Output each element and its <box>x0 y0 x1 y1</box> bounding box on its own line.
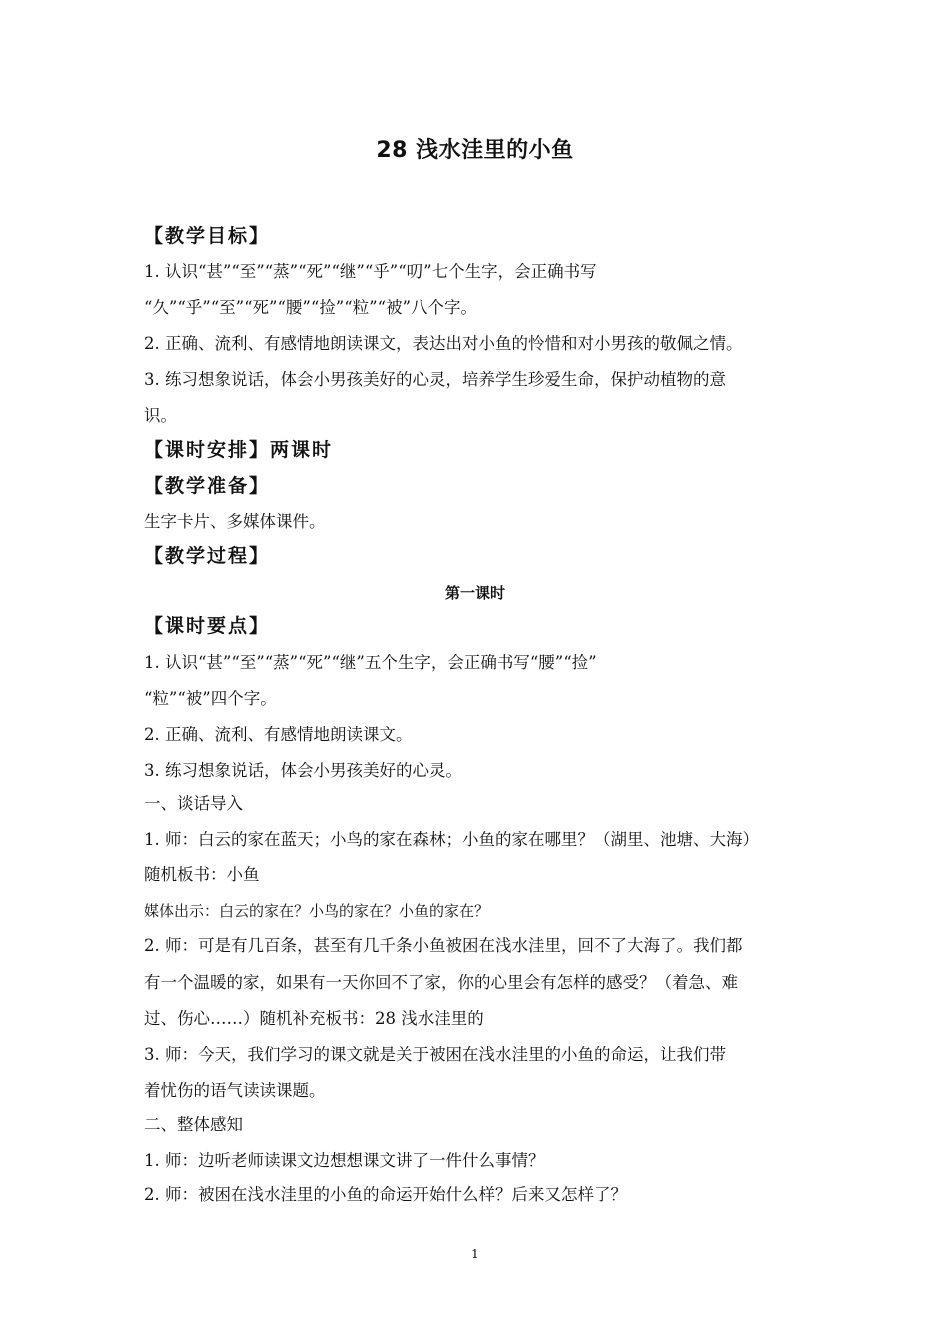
text-line: 有一个温暖的家，如果有一天你回不了家，你的心里会有怎样的感受？（着急、难 <box>144 973 738 992</box>
text-line: “粒”“被”四个字。 <box>144 689 277 708</box>
lesson-subtitle: 第一课时 <box>444 584 505 602</box>
section-heading-teaching-goals: 【教学目标】 <box>144 225 271 247</box>
section-heading-preparation: 【教学准备】 <box>144 475 271 497</box>
subsection-heading: 一、谈话导入 <box>144 794 243 813</box>
section-heading-key-points: 【课时要点】 <box>144 615 271 637</box>
text-line: 2. 师：被困在浅水洼里的小鱼的命运开始什么样？后来又怎样了？ <box>144 1185 627 1204</box>
page-title: 28 浅水洼里的小鱼 <box>376 138 574 163</box>
media-display-line: 媒体出示：白云的家在？小鸟的家在？小鱼的家在？ <box>144 902 490 920</box>
text-line: 2. 正确、流利、有感情地朗读课文。 <box>144 725 413 744</box>
text-line: 过、伤心……）随机补充板书：28 浅水洼里的 <box>144 1009 484 1028</box>
section-heading-schedule: 【课时安排】两课时 <box>144 439 334 461</box>
text-line: 1. 认识“甚”“至”“蒸”“死”“继”五个生字，会正确书写“腰”“捡” <box>144 653 597 672</box>
text-line: “久”“乎”“至”“死”“腰”“捡”“粒”“被”八个字。 <box>144 298 477 317</box>
text-line: 2. 正确、流利、有感情地朗读课文，表达出对小鱼的怜惜和对小男孩的敬佩之情。 <box>144 334 743 353</box>
text-line: 识。 <box>144 406 177 425</box>
page-number: 1 <box>471 1247 479 1261</box>
text-line: 3. 练习想象说话，体会小男孩美好的心灵。 <box>144 761 462 780</box>
text-line: 3. 练习想象说话，体会小男孩美好的心灵，培养学生珍爱生命，保护动植物的意 <box>144 370 726 389</box>
text-line: 随机板书：小鱼 <box>144 865 260 884</box>
subsection-heading: 二、整体感知 <box>144 1115 243 1134</box>
text-line: 1. 师：边听老师读课文边想想课文讲了一件什么事情？ <box>144 1151 545 1170</box>
text-line: 1. 认识“甚”“至”“蒸”“死”“继”“乎”“叨”七个生字，会正确书写 <box>144 262 597 281</box>
text-line: 3. 师：今天，我们学习的课文就是关于被困在浅水洼里的小鱼的命运，让我们带 <box>144 1045 726 1064</box>
text-line: 着忧伤的语气读读课题。 <box>144 1081 326 1100</box>
text-line: 2. 师：可是有几百条，甚至有几千条小鱼被困在浅水洼里，回不了大海了。我们都 <box>144 936 743 955</box>
text-line: 1. 师：白云的家在蓝天；小鸟的家在森林；小鱼的家在哪里？（湖里、池塘、大海） <box>144 830 759 849</box>
text-line: 生字卡片、多媒体课件。 <box>144 512 326 531</box>
section-heading-process: 【教学过程】 <box>144 545 271 567</box>
